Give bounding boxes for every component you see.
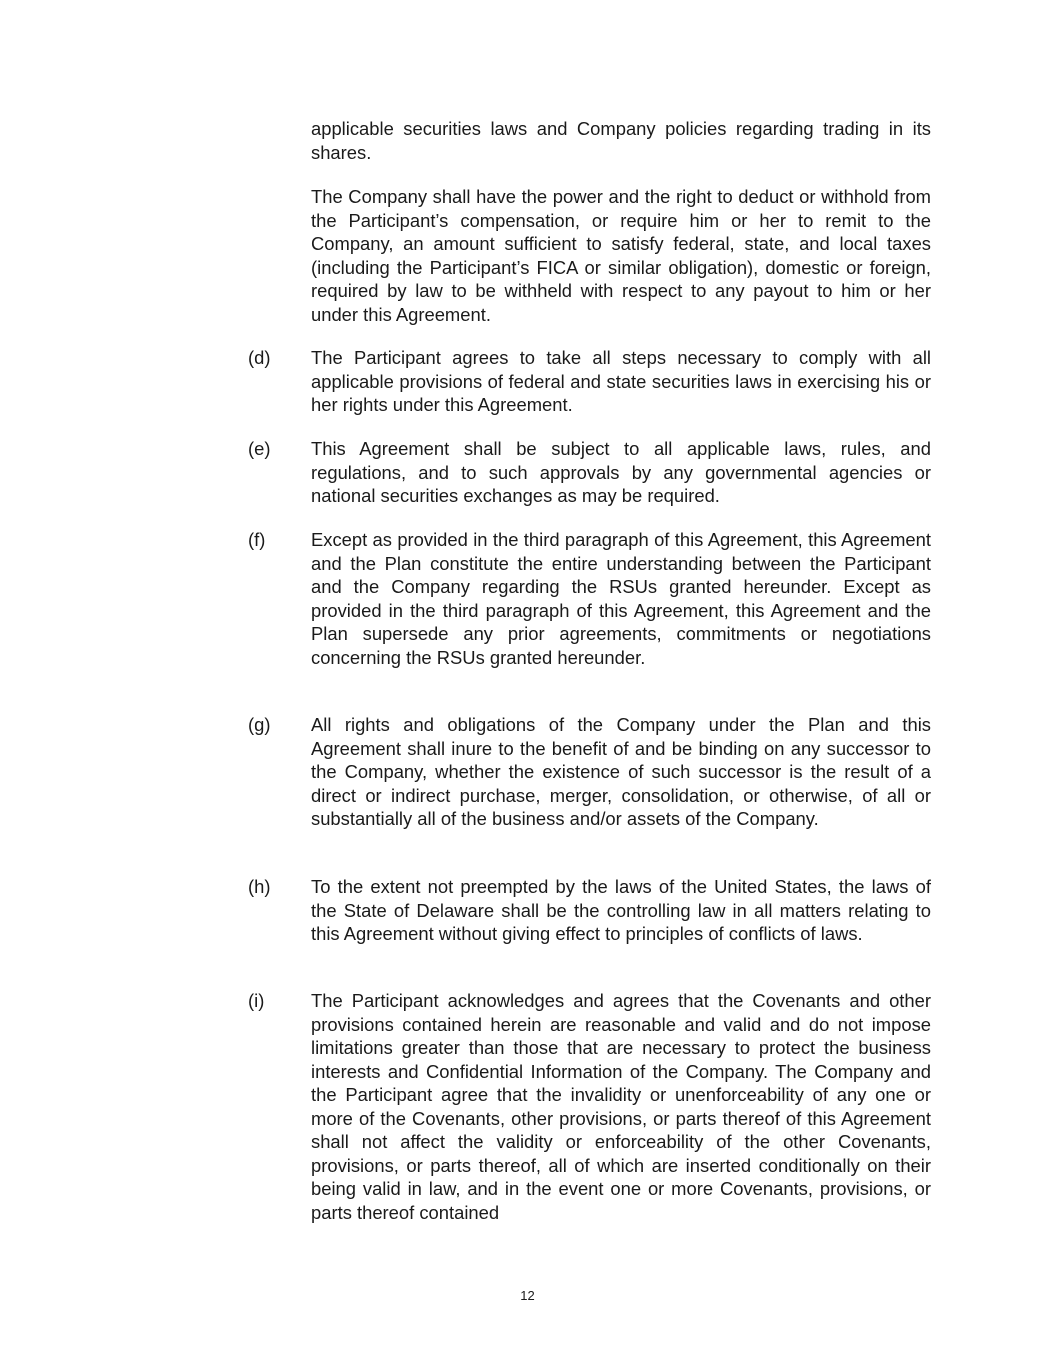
item-label: (g) [248,714,271,735]
continuation-paragraph: applicable securities laws and Company policies regarding trading in its shares. [311,118,931,163]
item-label: (d) [248,347,271,368]
item-text: The Participant acknowledges and agrees that the Covenants and other provisions contained herein are reasonable and valid and do not impose limitations greater than those that are necessary to protect the business interests and Confidential Information of the Company. The Company and the Participant agree that the invalidity or unenforceability of any one or more of the Covenants, other provisions, or parts thereof of this Agreement shall not affect the validity or enforceability of the other Covenants, provisions, or parts thereof, all of which are inserted conditionally on their being valid in law, and in the event one or more Covenants, provisions, or parts thereof contained [311,990,931,1223]
item-text: This Agreement shall be subject to all applicable laws, rules, and regulations, and to such approvals by any governmental agencies or national securities exchanges as may be required. [311,438,931,506]
item-label: (e) [248,438,271,459]
item-text: To the extent not preempted by the laws of the United States, the laws of the State of Delaware shall be the controlling law in all matters relating to this Agreement without giving effect to principles of conflicts of laws. [311,876,931,944]
list-item-h [248,875,931,946]
item-text: All rights and obligations of the Company under the Plan and this Agreement shall inure to the benefit of and be binding on any successor to the Company, whether the existence of such successor is the result of a direct or indirect purchase, merger, consolidation, or otherwise, of all or substantially all of the business and/or assets of the Company. [311,714,931,829]
item-text: The Participant agrees to take all steps necessary to comply with all applicable provisions of federal and state securities laws in exercising his or her rights under this Agreement. [311,347,931,415]
list-item-f [248,528,931,669]
page-number: 12 [520,1288,535,1303]
list-item-g [248,713,931,831]
list-item-d [248,346,931,417]
list-item-i [248,989,931,1224]
item-text: Except as provided in the third paragraph of this Agreement, this Agreement and the Plan constitute the entire understanding between the Participant and the Company regarding the RSUs granted hereunder. Except as provided in the third paragraph of this Agreement, this Agreement and the Plan supersede any prior agreements, commitments or negotiations concerning the RSUs granted hereunder. [311,529,931,668]
item-label: (f) [248,529,266,550]
item-label: (h) [248,876,271,897]
list-item-e [248,437,931,508]
withholding-paragraph: The Company shall have the power and the right to deduct or withhold from the Participant’s compensation, or require him or her to remit to the Company, an amount sufficient to satisfy federal, state, and local taxes (including the Participant’s FICA or similar obligation), domestic or foreign, required by law to be withheld with respect to any payout to him or her under this Agreement. [311,186,931,325]
item-label: (i) [248,990,265,1011]
